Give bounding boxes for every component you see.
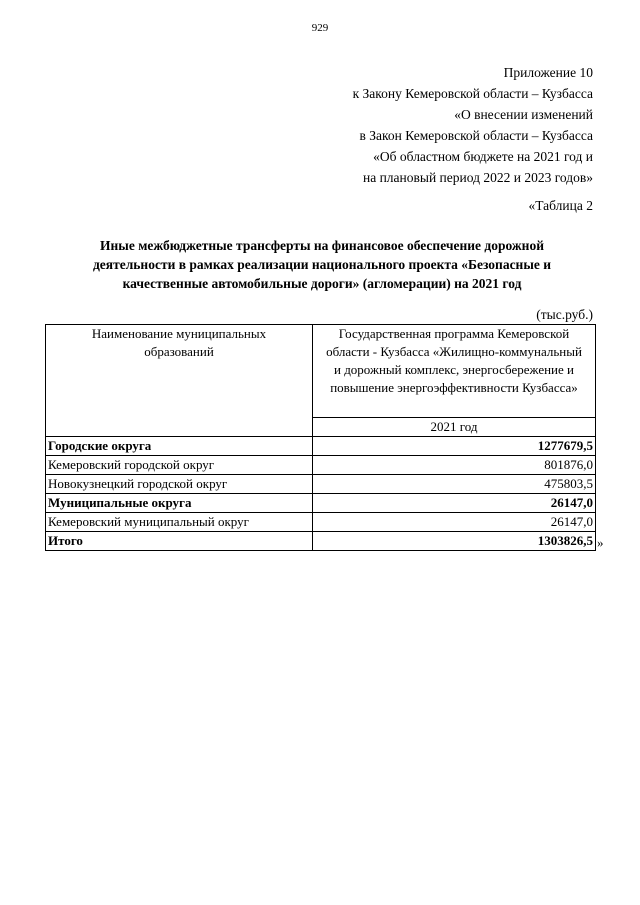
title-line: качественные автомобильные дороги» (агломерации) на 2021 год xyxy=(122,276,522,291)
table-row xyxy=(46,513,596,532)
row-name: Кемеровский муниципальный округ xyxy=(46,513,313,532)
header-line: Государственная программа Кемеровской xyxy=(338,326,570,341)
closing-quote: » xyxy=(597,535,604,550)
row-value: 1303826,5 xyxy=(313,532,596,551)
row-name: Кемеровский городской округ xyxy=(46,456,313,475)
appendix-line: на плановый период 2022 и 2023 годов» xyxy=(362,170,593,185)
header-line: образований xyxy=(144,344,214,359)
appendix-line: в Закон Кемеровской области – Кузбасса xyxy=(359,128,593,143)
row-name: Муниципальные округа xyxy=(46,494,313,513)
table-row xyxy=(46,475,596,494)
row-name: Новокузнецкий городской округ xyxy=(46,475,313,494)
table-row xyxy=(46,456,596,475)
header-line: и дорожный комплекс, энергосбережение и xyxy=(333,362,574,377)
document-title xyxy=(60,236,584,293)
title-line: деятельности в рамках реализации национального проекта «Безопасные и xyxy=(92,257,552,272)
page-number: 929 xyxy=(311,22,329,34)
column-header-program xyxy=(313,325,596,418)
appendix-line: «О внесении изменений xyxy=(454,107,593,122)
table-header-row xyxy=(46,325,596,418)
table-reference: «Таблица 2 xyxy=(528,198,593,213)
table-row xyxy=(46,437,596,456)
title-line: Иные межбюджетные трансферты на финансовое обеспечение дорожной xyxy=(100,238,544,253)
header-line: повышение энергоэффективности Кузбасса» xyxy=(330,380,578,395)
appendix-line: «Об областном бюджете на 2021 год и xyxy=(373,149,593,164)
table-row xyxy=(46,494,596,513)
row-name: Городские округа xyxy=(46,437,313,456)
table-row xyxy=(46,532,596,551)
column-header-year: 2021 год xyxy=(313,418,596,437)
row-value: 801876,0 xyxy=(313,456,596,475)
row-value: 26147,0 xyxy=(313,513,596,532)
units-label: (тыс.руб.) xyxy=(536,307,593,322)
column-header-municipality xyxy=(46,325,313,437)
transfers-table xyxy=(45,324,596,551)
appendix-line: Приложение 10 xyxy=(503,65,593,80)
appendix-heading xyxy=(353,62,593,188)
appendix-line: к Закону Кемеровской области – Кузбасса xyxy=(352,86,593,101)
header-line: области - Кузбасса «Жилищно-коммунальный xyxy=(326,344,582,359)
row-value: 26147,0 xyxy=(313,494,596,513)
row-value: 1277679,5 xyxy=(313,437,596,456)
header-line: Наименование муниципальных xyxy=(91,326,267,341)
row-name: Итого xyxy=(46,532,313,551)
row-value: 475803,5 xyxy=(313,475,596,494)
